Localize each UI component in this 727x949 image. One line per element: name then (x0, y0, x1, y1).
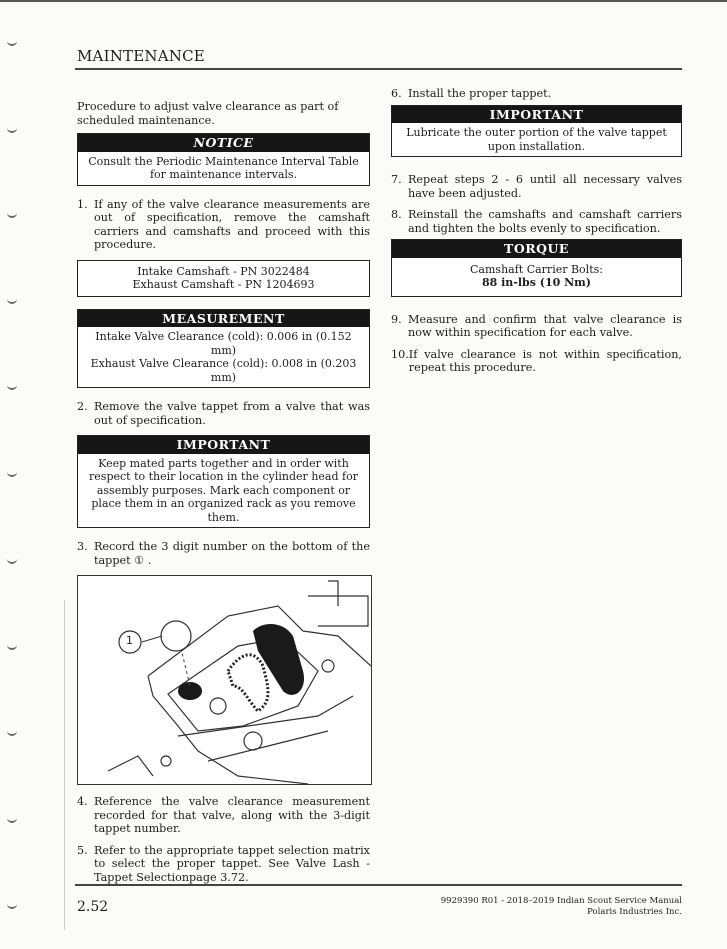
step-1 (77, 198, 370, 252)
binder-hole-mark (7, 38, 17, 46)
camshaft-parts-box (77, 260, 370, 297)
step-number: 9. (391, 312, 402, 326)
step-5 (77, 844, 370, 885)
step-8 (391, 208, 682, 235)
page-number: 2.52 (77, 899, 109, 915)
step-text: If valve clearance is not within specification, repeat this procedure. (408, 347, 682, 374)
step-number: 1. (77, 197, 88, 211)
step-text: Record the 3 digit number on the bottom of the tappet ① . (94, 540, 370, 567)
manual-reference: 9929390 R01 - 2018–2019 Indian Scout Service Manual (440, 896, 682, 906)
left-column (77, 100, 370, 892)
binder-hole-mark (7, 728, 17, 736)
step-number: 7. (391, 173, 402, 186)
binder-hole-mark (7, 296, 17, 304)
step-7 (391, 173, 682, 200)
torque-value: 88 in-lbs (10 Nm) (481, 276, 591, 289)
exhaust-clearance: Exhaust Valve Clearance (cold): 0.008 in (0.203 mm) (90, 357, 357, 384)
important-box (77, 435, 370, 528)
footer-rule (75, 884, 682, 886)
step-text: Measure and confirm that valve clearance is now within specification for each valve. (408, 312, 682, 339)
step-text: Install the proper tappet. (408, 87, 552, 100)
notice-box (77, 133, 370, 186)
margin-scan-line (64, 600, 65, 930)
step-text: Remove the valve tappet from a valve that was out of specification. (94, 400, 370, 427)
step-4 (77, 795, 370, 836)
intro-text: Procedure to adjust valve clearance as part of scheduled maintenance. (77, 100, 339, 127)
binder-hole-mark (7, 815, 17, 823)
cylinder-head-drawing (78, 576, 371, 784)
notice-title: NOTICE (78, 134, 369, 152)
step-text: Reinstall the camshafts and camshaft carriers and tighten the bolts evenly to specification. (408, 208, 682, 235)
binder-hole-mark (7, 382, 17, 390)
torque-box (391, 239, 682, 297)
step-text: If any of the valve clearance measurements are out of specification, remove the camshaft carriers and camshafts and proceed with this procedure. (94, 197, 370, 251)
step-10 (391, 348, 682, 375)
footer-info (441, 896, 682, 918)
binder-hole-mark (7, 642, 17, 650)
step-3 (77, 540, 370, 567)
measurement-title: MEASUREMENT (78, 310, 369, 328)
important-body: Lubricate the outer portion of the valve tappet upon installation. (406, 126, 667, 153)
right-column (391, 87, 682, 383)
step-number: 6. (391, 87, 402, 100)
important-title: IMPORTANT (78, 436, 369, 454)
step-number: 5. (77, 843, 88, 857)
header-rule (75, 68, 682, 70)
callout-number: 1 (126, 634, 133, 647)
measurement-box (77, 309, 370, 389)
binder-hole-mark (7, 125, 17, 133)
step-text: Repeat steps 2 - 6 until all necessary valves have been adjusted. (408, 173, 682, 200)
step-6 (391, 87, 682, 101)
step-2 (77, 400, 370, 427)
exhaust-camshaft-pn: Exhaust Camshaft - PN 1204693 (132, 278, 315, 291)
binder-hole-mark (7, 469, 17, 477)
torque-item: Camshaft Carrier Bolts: (470, 262, 603, 276)
step-number: 2. (77, 400, 88, 413)
important-box (391, 105, 682, 158)
important-body: Keep mated parts together and in order with respect to their location in the cylinder head for assembly purposes. Mark each component or place them in an organized rack as you remove them. (89, 456, 358, 524)
important-title: IMPORTANT (392, 106, 681, 124)
step-number: 4. (77, 795, 88, 808)
intake-clearance: Intake Valve Clearance (cold): 0.006 in (0.152 mm) (95, 330, 352, 357)
torque-title: TORQUE (392, 240, 681, 258)
notice-body: Consult the Periodic Maintenance Interval Table for maintenance intervals. (88, 154, 359, 181)
intake-camshaft-pn: Intake Camshaft - PN 3022484 (137, 264, 310, 278)
binder-hole-mark (7, 901, 17, 909)
top-edge-rule (0, 0, 727, 2)
step-text: Reference the valve clearance measurement recorded for that valve, along with the 3-digit tappet number. (94, 795, 370, 835)
step-number: 10. (391, 347, 409, 361)
binder-hole-mark (7, 556, 17, 564)
section-title: MAINTENANCE (77, 47, 205, 65)
tappet-illustration (77, 575, 372, 785)
company-name: Polaris Industries Inc. (587, 907, 682, 917)
step-9 (391, 313, 682, 340)
step-text: Refer to the appropriate tappet selection matrix to select the proper tappet. See Valve Lash - Tappet Selectionpage 3.72. (94, 843, 370, 884)
step-number: 3. (77, 540, 88, 553)
binder-hole-mark (7, 210, 17, 218)
step-number: 8. (391, 208, 402, 221)
